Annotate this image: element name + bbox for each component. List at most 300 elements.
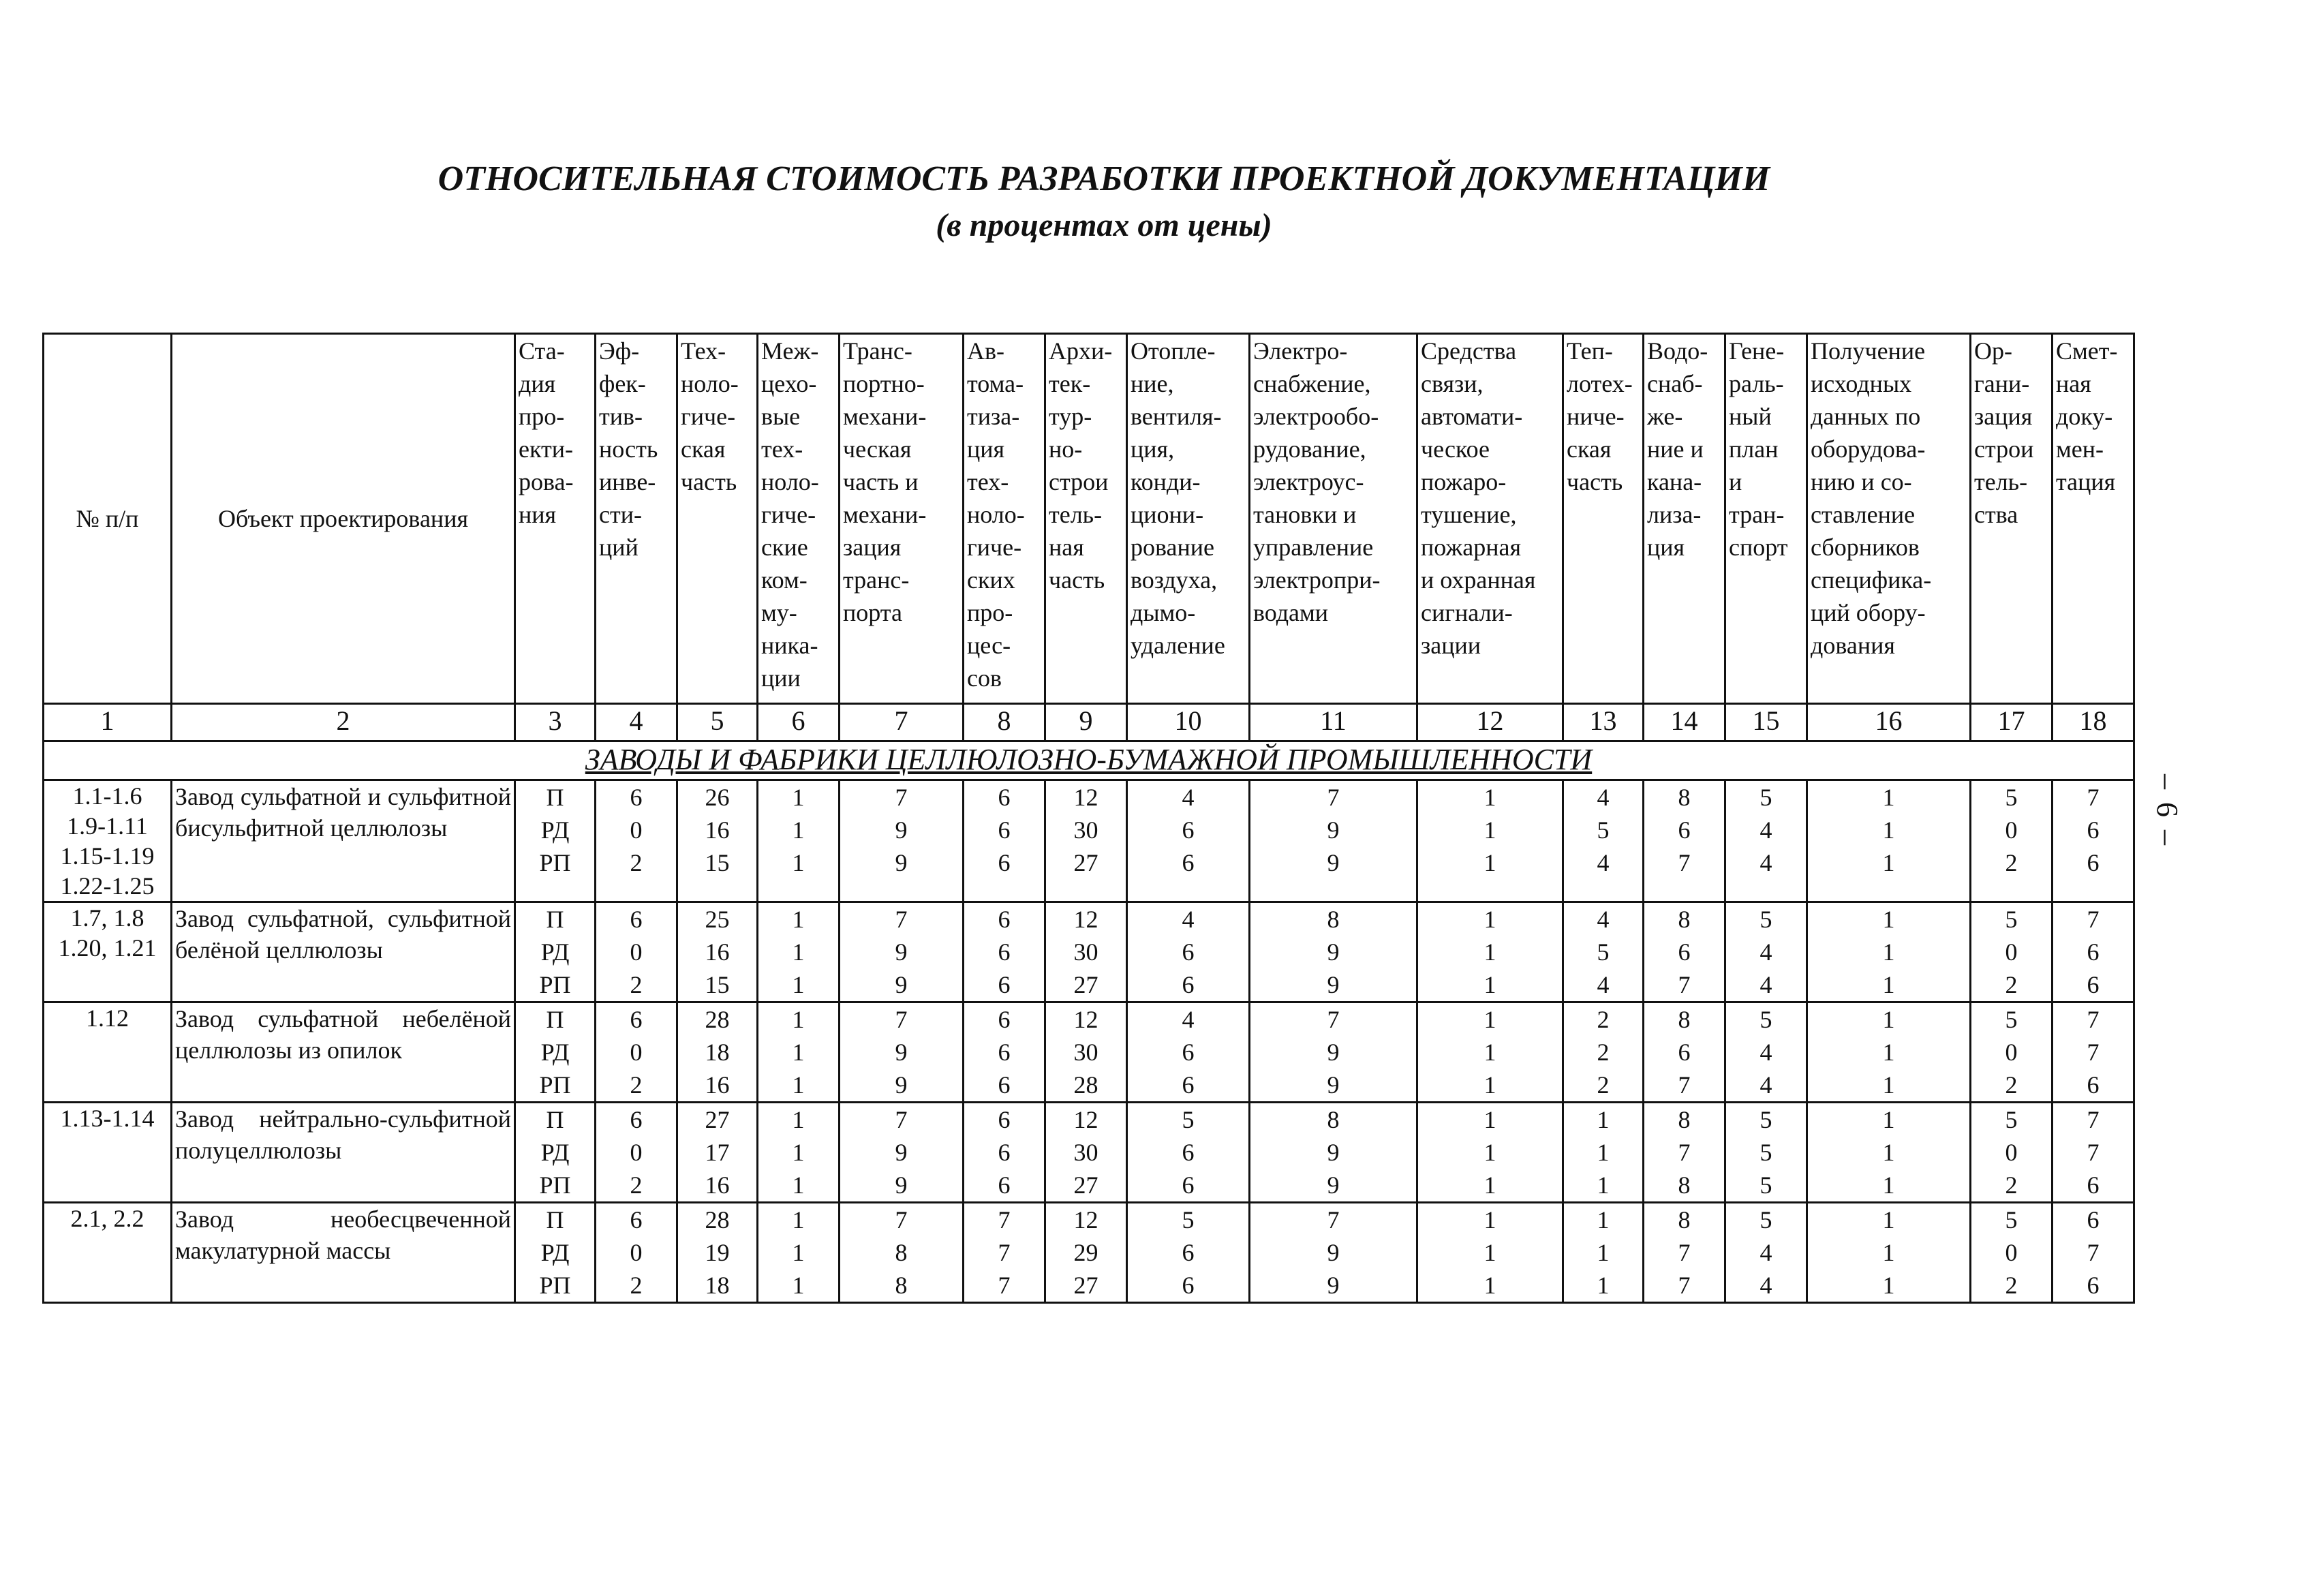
percent-value: 16 (705, 1071, 730, 1099)
value-cell-col-17 (1971, 1002, 2053, 1103)
percent-value: 1 (1484, 1171, 1496, 1199)
value-cell-col-7 (840, 780, 964, 902)
value-cell-col-13 (1563, 902, 1644, 1002)
percent-value: 4 (1759, 1272, 1772, 1299)
percent-value: 5 (1759, 906, 1772, 933)
value-cell-col-16 (1807, 1203, 1971, 1303)
value-cell-col-4 (596, 1103, 677, 1203)
percent-value: 9 (895, 971, 908, 998)
percent-value: 9 (895, 1171, 908, 1199)
header-cell-18: Смет- ная доку- мен- тация (2053, 334, 2134, 704)
percent-value: 7 (2087, 1239, 2100, 1266)
percent-value: 1 (1484, 784, 1496, 811)
value-cell-col-10 (1127, 1103, 1250, 1203)
header-cell-10: Отопле- ние, вентиля- ция, конди- циони- рование воздуха, дымо- удаление (1127, 334, 1250, 704)
item-code: 1.13-1.14 (44, 1103, 172, 1203)
percent-value: 1 (792, 1171, 805, 1199)
value-cell-col-8 (964, 1103, 1045, 1203)
header-cell-5: Тех- ноло- гиче- ская часть (677, 334, 758, 704)
percent-value: 7 (2087, 784, 2100, 811)
percent-value: 1 (1882, 1106, 1895, 1133)
percent-value: 19 (705, 1239, 730, 1266)
percent-value: 6 (998, 1006, 1011, 1033)
value-cell-col-10 (1127, 1002, 1250, 1103)
percent-value: 4 (1759, 1071, 1772, 1099)
percent-value: 15 (705, 971, 730, 998)
percent-value: 1 (1882, 1239, 1895, 1266)
percent-value: 5 (1182, 1106, 1195, 1133)
value-cell-col-14 (1644, 1002, 1725, 1103)
value-cell-col-4 (596, 1002, 677, 1103)
percent-value: 1 (1882, 1206, 1895, 1233)
percent-value: 7 (1327, 784, 1340, 811)
percent-value: 2 (2005, 971, 2018, 998)
value-cell-col-18 (2053, 1103, 2134, 1203)
value-cell-col-6 (758, 1002, 840, 1103)
percent-value: 1 (1484, 1071, 1496, 1099)
percent-value: 5 (1759, 1171, 1772, 1199)
percent-value: 4 (1182, 784, 1195, 811)
stage-label: РП (539, 1272, 571, 1299)
percent-value: 1 (1484, 1006, 1496, 1033)
percent-value: 2 (2005, 1071, 2018, 1099)
percent-value: 8 (895, 1239, 908, 1266)
percent-value: 8 (1327, 1106, 1340, 1133)
percent-value: 6 (630, 784, 643, 811)
value-cell-col-5 (677, 1002, 758, 1103)
percent-value: 6 (2087, 1272, 2100, 1299)
column-number-9: 9 (1045, 704, 1127, 741)
table-row (44, 902, 2134, 1002)
header-cell-8: Ав- тома- тиза- ция тех- ноло- гиче- ских про- цес- сов (964, 334, 1045, 704)
stage-cell (515, 1203, 596, 1303)
column-number-8: 8 (964, 704, 1045, 741)
value-cell-col-12 (1417, 1203, 1563, 1303)
value-cell-col-7 (840, 902, 964, 1002)
value-cell-col-17 (1971, 780, 2053, 902)
percent-value: 30 (1073, 816, 1098, 844)
value-cell-col-9 (1045, 902, 1127, 1002)
percent-value: 8 (895, 1272, 908, 1299)
percent-value: 9 (1327, 1139, 1340, 1166)
percent-value: 2 (630, 971, 643, 998)
item-code: 1.1-1.6 1.9-1.11 1.15-1.19 1.22-1.25 (44, 780, 172, 902)
percent-value: 9 (1327, 849, 1340, 876)
value-cell-col-18 (2053, 902, 2134, 1002)
table-row (44, 780, 2134, 902)
value-cell-col-5 (677, 780, 758, 902)
percent-value: 9 (1327, 1039, 1340, 1066)
percent-value: 1 (1882, 1006, 1895, 1033)
percent-value: 6 (2087, 938, 2100, 966)
value-cell-col-7 (840, 1103, 964, 1203)
value-cell-col-14 (1644, 1103, 1725, 1203)
percent-value: 1 (1882, 1071, 1895, 1099)
value-cell-col-13 (1563, 780, 1644, 902)
percent-value: 5 (1597, 938, 1610, 966)
value-cell-col-10 (1127, 902, 1250, 1002)
table-row (44, 1002, 2134, 1103)
percent-value: 16 (705, 1171, 730, 1199)
percent-value: 1 (1484, 1272, 1496, 1299)
item-code: 1.12 (44, 1002, 172, 1103)
percent-value: 6 (2087, 1071, 2100, 1099)
object-name: Завод сульфатной небелёной целлюлозы из опилок (172, 1002, 515, 1103)
percent-value: 8 (1678, 906, 1691, 933)
section-title: ЗАВОДЫ И ФАБРИКИ ЦЕЛЛЮЛОЗНО-БУМАЖНОЙ ПРОМЫШЛЕННОСТИ (44, 741, 2134, 780)
value-cell-col-8 (964, 780, 1045, 902)
header-cell-3: Ста- дия про- екти- рова- ния (515, 334, 596, 704)
percent-value: 7 (1678, 849, 1691, 876)
value-cell-col-7 (840, 1203, 964, 1303)
percent-value: 1 (1484, 906, 1496, 933)
percent-value: 1 (792, 1071, 805, 1099)
percent-value: 1 (792, 1272, 805, 1299)
stage-label: П (546, 1106, 564, 1133)
percent-value: 8 (1678, 1206, 1691, 1233)
value-cell-col-13 (1563, 1103, 1644, 1203)
stage-label: РД (540, 1139, 570, 1166)
percent-value: 1 (1484, 849, 1496, 876)
percent-value: 2 (1597, 1006, 1610, 1033)
percent-value: 12 (1073, 906, 1098, 933)
table-row (44, 1203, 2134, 1303)
percent-value: 9 (1327, 971, 1340, 998)
value-cell-col-11 (1250, 780, 1417, 902)
percent-value: 7 (1678, 1071, 1691, 1099)
percent-value: 1 (1882, 849, 1895, 876)
percent-value: 9 (1327, 1171, 1340, 1199)
value-cell-col-15 (1725, 1203, 1807, 1303)
percent-value: 9 (895, 816, 908, 844)
value-cell-col-11 (1250, 902, 1417, 1002)
stage-label: РП (539, 849, 571, 876)
stage-label: П (546, 1006, 564, 1033)
value-cell-col-14 (1644, 902, 1725, 1002)
percent-value: 1 (1597, 1106, 1610, 1133)
value-cell-col-15 (1725, 1103, 1807, 1203)
value-cell-col-8 (964, 902, 1045, 1002)
percent-value: 6 (1678, 938, 1691, 966)
column-number-6: 6 (758, 704, 840, 741)
header-cell-17: Ор- гани- зация строи тель- ства (1971, 334, 2053, 704)
percent-value: 1 (792, 1206, 805, 1233)
value-cell-col-9 (1045, 780, 1127, 902)
percent-value: 0 (2005, 938, 2018, 966)
section-row (44, 741, 2134, 780)
item-code: 2.1, 2.2 (44, 1203, 172, 1303)
stage-label: РД (540, 1039, 570, 1066)
value-cell-col-15 (1725, 1002, 1807, 1103)
percent-value: 9 (1327, 938, 1340, 966)
value-cell-col-17 (1971, 902, 2053, 1002)
percent-value: 1 (792, 1106, 805, 1133)
percent-value: 4 (1759, 971, 1772, 998)
percent-value: 4 (1759, 849, 1772, 876)
percent-value: 1 (1882, 1171, 1895, 1199)
header-cell-15: Гене- раль- ный план и тран- спорт (1725, 334, 1807, 704)
percent-value: 18 (705, 1039, 730, 1066)
column-number-15: 15 (1725, 704, 1807, 741)
percent-value: 4 (1182, 1006, 1195, 1033)
percent-value: 9 (1327, 1239, 1340, 1266)
value-cell-col-16 (1807, 1002, 1971, 1103)
percent-value: 7 (895, 906, 908, 933)
percent-value: 8 (1678, 784, 1691, 811)
percent-value: 7 (998, 1272, 1011, 1299)
percent-value: 9 (1327, 1272, 1340, 1299)
column-number-10: 10 (1127, 704, 1250, 741)
percent-value: 7 (2087, 906, 2100, 933)
percent-value: 27 (1073, 849, 1098, 876)
percent-value: 4 (1597, 784, 1610, 811)
column-number-3: 3 (515, 704, 596, 741)
percent-value: 6 (1182, 816, 1195, 844)
column-number-1: 1 (44, 704, 172, 741)
percent-value: 6 (2087, 1171, 2100, 1199)
value-cell-col-18 (2053, 1002, 2134, 1103)
percent-value: 9 (895, 1039, 908, 1066)
percent-value: 2 (1597, 1071, 1610, 1099)
value-cell-col-7 (840, 1002, 964, 1103)
percent-value: 6 (1182, 1272, 1195, 1299)
value-cell-col-4 (596, 902, 677, 1002)
percent-value: 7 (895, 1206, 908, 1233)
stage-label: П (546, 1206, 564, 1233)
value-cell-col-6 (758, 1203, 840, 1303)
percent-value: 1 (1484, 1039, 1496, 1066)
percent-value: 1 (1882, 906, 1895, 933)
percent-value: 1 (1597, 1272, 1610, 1299)
percent-value: 8 (1327, 906, 1340, 933)
percent-value: 6 (1182, 1171, 1195, 1199)
percent-value: 6 (1678, 1039, 1691, 1066)
percent-value: 6 (630, 1206, 643, 1233)
percent-value: 9 (895, 1139, 908, 1166)
percent-value: 5 (1597, 816, 1610, 844)
percent-value: 1 (1882, 1039, 1895, 1066)
percent-value: 6 (998, 784, 1011, 811)
value-cell-col-4 (596, 780, 677, 902)
header-cell-13: Теп- лотех- ниче- ская часть (1563, 334, 1644, 704)
percent-value: 8 (1678, 1171, 1691, 1199)
document-title: ОТНОСИТЕЛЬНАЯ СТОИМОСТЬ РАЗРАБОТКИ ПРОЕКТНОЙ ДОКУМЕНТАЦИИ (437, 159, 1770, 198)
percent-value: 30 (1073, 1039, 1098, 1066)
column-number-7: 7 (840, 704, 964, 741)
percent-value: 28 (705, 1206, 730, 1233)
stage-label: РП (539, 1171, 571, 1199)
percent-value: 7 (2087, 1106, 2100, 1133)
percent-value: 6 (1182, 938, 1195, 966)
header-cell-9: Архи- тек- тур- но- строи тель- ная часть (1045, 334, 1127, 704)
percent-value: 12 (1073, 784, 1098, 811)
column-number-18: 18 (2053, 704, 2134, 741)
object-name: Завод необесцвеченной макулатурной массы (172, 1203, 515, 1303)
header-cell-7: Транс- портно- механи- ческая часть и механи- зация транс- порта (840, 334, 964, 704)
percent-value: 6 (1182, 1139, 1195, 1166)
value-cell-col-18 (2053, 1203, 2134, 1303)
cost-table (42, 333, 2135, 1304)
value-cell-col-12 (1417, 1002, 1563, 1103)
object-name: Завод сульфатной и сульфитной бисульфитной целлюлозы (172, 780, 515, 902)
percent-value: 7 (1327, 1206, 1340, 1233)
percent-value: 7 (1678, 1272, 1691, 1299)
stage-cell (515, 902, 596, 1002)
value-cell-col-15 (1725, 902, 1807, 1002)
percent-value: 1 (792, 906, 805, 933)
percent-value: 9 (1327, 816, 1340, 844)
percent-value: 1 (792, 971, 805, 998)
percent-value: 2 (2005, 1272, 2018, 1299)
value-cell-col-11 (1250, 1002, 1417, 1103)
percent-value: 1 (1882, 938, 1895, 966)
percent-value: 1 (1597, 1139, 1610, 1166)
percent-value: 27 (1073, 971, 1098, 998)
table-row (44, 1103, 2134, 1203)
percent-value: 6 (998, 1139, 1011, 1166)
percent-value: 6 (998, 1171, 1011, 1199)
percent-value: 1 (1484, 1106, 1496, 1133)
percent-value: 6 (998, 849, 1011, 876)
percent-value: 1 (1882, 971, 1895, 998)
percent-value: 30 (1073, 938, 1098, 966)
percent-value: 4 (1597, 849, 1610, 876)
percent-value: 7 (1678, 1239, 1691, 1266)
percent-value: 5 (2005, 906, 2018, 933)
percent-value: 2 (630, 1272, 643, 1299)
value-cell-col-6 (758, 780, 840, 902)
value-cell-col-15 (1725, 780, 1807, 902)
stage-label: РП (539, 1071, 571, 1099)
value-cell-col-4 (596, 1203, 677, 1303)
percent-value: 1 (1484, 816, 1496, 844)
percent-value: 12 (1073, 1006, 1098, 1033)
percent-value: 5 (1182, 1206, 1195, 1233)
value-cell-col-6 (758, 1103, 840, 1203)
percent-value: 0 (630, 1139, 643, 1166)
percent-value: 1 (1597, 1239, 1610, 1266)
percent-value: 4 (1759, 816, 1772, 844)
percent-value: 6 (1182, 849, 1195, 876)
header-cell-1: № п/п (44, 334, 172, 704)
column-number-16: 16 (1807, 704, 1971, 741)
percent-value: 6 (2087, 971, 2100, 998)
percent-value: 2 (630, 1171, 643, 1199)
percent-value: 7 (998, 1206, 1011, 1233)
percent-value: 2 (630, 1071, 643, 1099)
percent-value: 1 (1882, 816, 1895, 844)
percent-value: 16 (705, 938, 730, 966)
value-cell-col-16 (1807, 780, 1971, 902)
value-cell-col-12 (1417, 1103, 1563, 1203)
percent-value: 4 (1759, 1039, 1772, 1066)
percent-value: 1 (792, 1139, 805, 1166)
percent-value: 1 (1484, 1139, 1496, 1166)
value-cell-col-13 (1563, 1002, 1644, 1103)
percent-value: 17 (705, 1139, 730, 1166)
value-cell-col-5 (677, 1103, 758, 1203)
document-subtitle: (в процентах от цены) (936, 207, 1272, 243)
value-cell-col-9 (1045, 1103, 1127, 1203)
value-cell-col-13 (1563, 1203, 1644, 1303)
percent-value: 1 (792, 784, 805, 811)
value-cell-col-16 (1807, 1103, 1971, 1203)
column-number-12: 12 (1417, 704, 1563, 741)
percent-value: 6 (998, 1106, 1011, 1133)
percent-value: 7 (895, 1106, 908, 1133)
percent-value: 6 (630, 906, 643, 933)
header-cell-16: Получение исходных данных по оборудова- нию и со- ставление сборников специфика- ций обору- дования (1807, 334, 1971, 704)
percent-value: 1 (1597, 1171, 1610, 1199)
percent-value: 4 (1759, 1239, 1772, 1266)
percent-value: 12 (1073, 1206, 1098, 1233)
percent-value: 28 (705, 1006, 730, 1033)
percent-value: 28 (1073, 1071, 1098, 1099)
percent-value: 9 (1327, 1071, 1340, 1099)
percent-value: 2 (1597, 1039, 1610, 1066)
percent-value: 6 (998, 1071, 1011, 1099)
value-cell-col-11 (1250, 1203, 1417, 1303)
percent-value: 0 (2005, 1139, 2018, 1166)
percent-value: 6 (630, 1006, 643, 1033)
object-name: Завод сульфатной, сульфитной белёной целлюлозы (172, 902, 515, 1002)
page-number: – 6 – (2151, 774, 2184, 848)
percent-value: 8 (1678, 1006, 1691, 1033)
stage-label: РП (539, 971, 571, 998)
percent-value: 1 (1882, 1272, 1895, 1299)
percent-value: 5 (1759, 784, 1772, 811)
value-cell-col-14 (1644, 780, 1725, 902)
percent-value: 1 (1484, 1239, 1496, 1266)
percent-value: 4 (1759, 938, 1772, 966)
percent-value: 1 (792, 1006, 805, 1033)
percent-value: 29 (1073, 1239, 1098, 1266)
percent-value: 1 (792, 1039, 805, 1066)
percent-value: 9 (895, 938, 908, 966)
value-cell-col-5 (677, 1203, 758, 1303)
percent-value: 2 (630, 849, 643, 876)
header-cell-11: Электро- снабжение, электрообо- рудование, электроус- тановки и управление электропри- водами (1250, 334, 1417, 704)
percent-value: 18 (705, 1272, 730, 1299)
percent-value: 7 (1678, 1139, 1691, 1166)
percent-value: 27 (1073, 1171, 1098, 1199)
value-cell-col-18 (2053, 780, 2134, 902)
percent-value: 9 (895, 849, 908, 876)
value-cell-col-8 (964, 1002, 1045, 1103)
percent-value: 1 (1597, 1206, 1610, 1233)
percent-value: 6 (2087, 1206, 2100, 1233)
percent-value: 0 (630, 1239, 643, 1266)
column-number-4: 4 (596, 704, 677, 741)
header-cell-4: Эф- фек- тив- ность инве- сти- ций (596, 334, 677, 704)
percent-value: 1 (792, 816, 805, 844)
percent-value: 7 (2087, 1139, 2100, 1166)
percent-value: 6 (2087, 816, 2100, 844)
percent-value: 2 (2005, 1171, 2018, 1199)
value-cell-col-5 (677, 902, 758, 1002)
column-number-17: 17 (1971, 704, 2053, 741)
percent-value: 6 (1182, 1071, 1195, 1099)
percent-value: 7 (998, 1239, 1011, 1266)
object-name: Завод нейтрально-сульфитной полуцеллюлозы (172, 1103, 515, 1203)
value-cell-col-14 (1644, 1203, 1725, 1303)
percent-value: 9 (895, 1071, 908, 1099)
percent-value: 5 (1759, 1106, 1772, 1133)
percent-value: 7 (2087, 1006, 2100, 1033)
column-number-13: 13 (1563, 704, 1644, 741)
percent-value: 5 (1759, 1206, 1772, 1233)
percent-value: 1 (792, 938, 805, 966)
